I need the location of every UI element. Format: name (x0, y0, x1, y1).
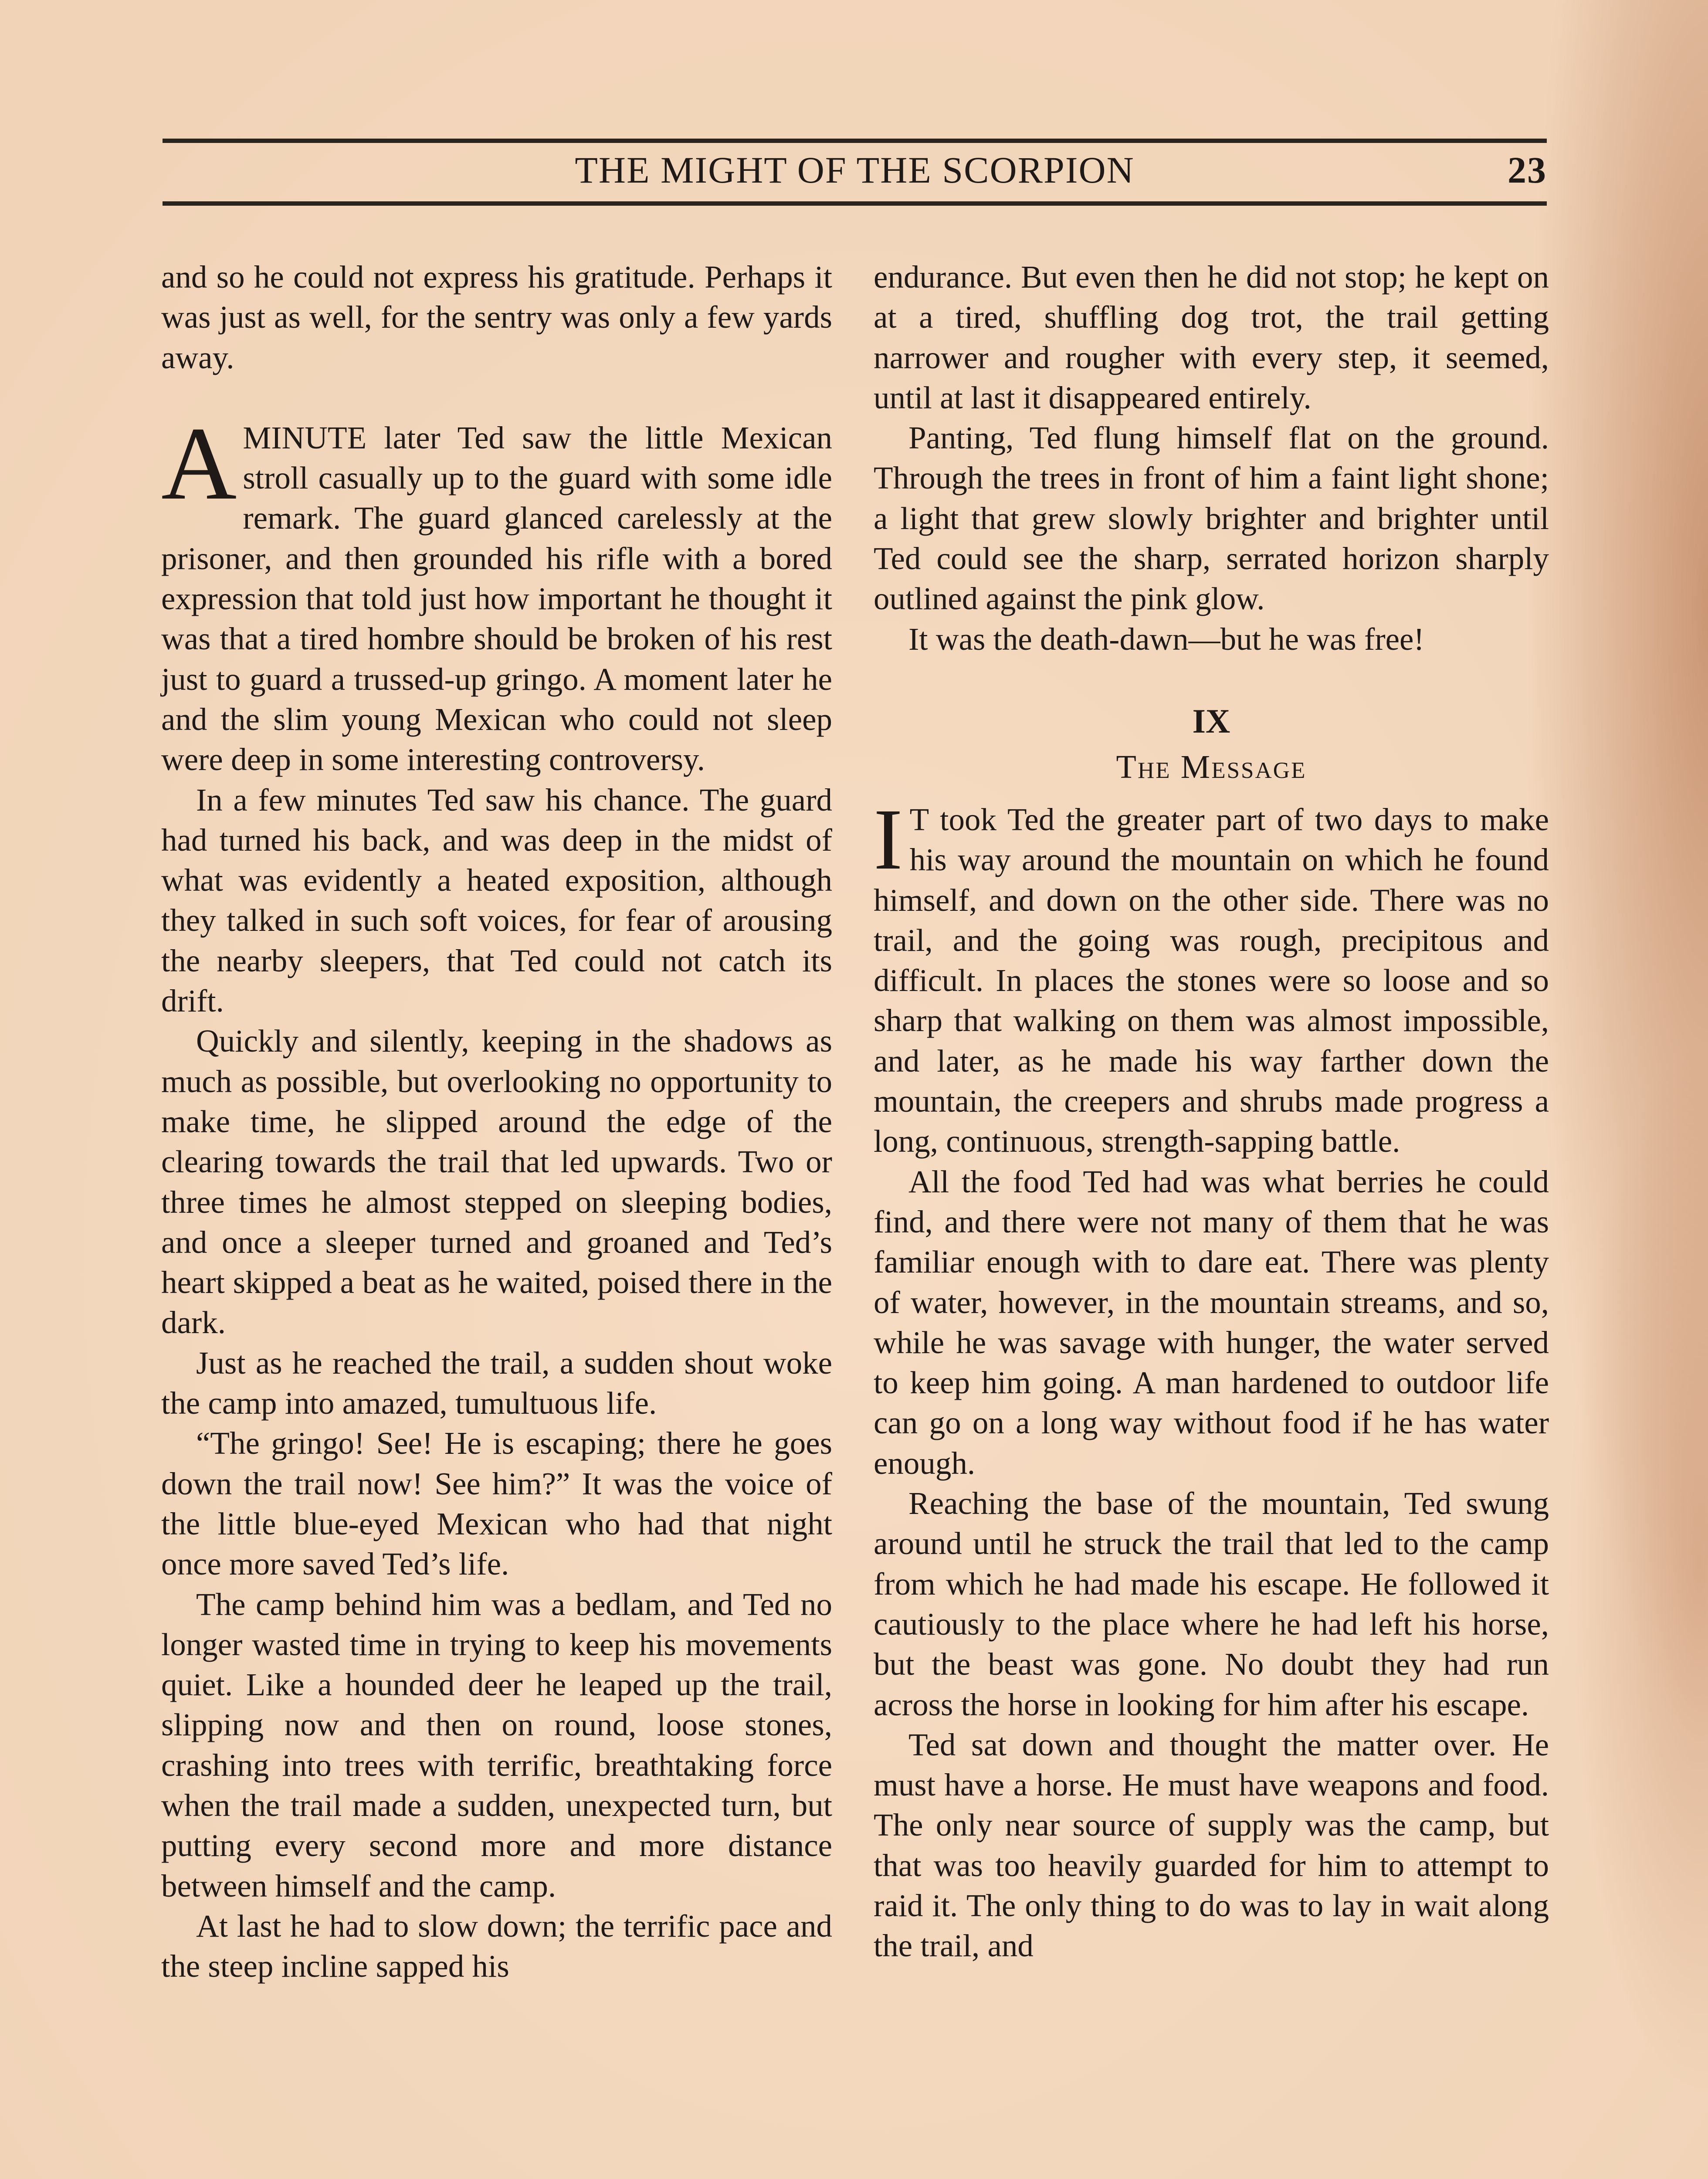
left-paragraph-3: In a few minutes Ted saw his chance. The guard had turned his back, and was deep in the midst of what was evidently a heated exposition, although they talked in such soft voices, for fear of arousing the nearby sleepers, that Ted could not catch its drift. (161, 782, 832, 1019)
left-paragraph-6: “The gringo! See! He is escaping; there he goes down the trail now! See him?” It was the voice of the little blue-eyed Mexican who had that night once more saved Ted’s life. (161, 1426, 832, 1582)
page-number: 23 (1508, 149, 1547, 191)
left-paragraph-8: At last he had to slow down; the terrific pace and the steep incline sapped his (161, 1908, 832, 1984)
left-paragraph-4: Quickly and silently, keeping in the shadows as much as possible, but overlooking no opportunity to make time, he slipped around the edge of the clearing towards the trail that led upwards. Two or three times he almost stepped on sleeping bodies, and once a sleeper turned and groaned and Ted’s heart skipped a beat as he waited, poised there in the dark. (161, 1023, 832, 1341)
right-paragraph-4 (874, 791, 1549, 1162)
chapter-number: IX (1192, 702, 1230, 740)
right-column (874, 257, 1549, 2179)
header-rule-bottom (163, 201, 1547, 206)
left-paragraph-2-text: MINUTE later Ted saw the little Mexican stroll casually up to the guard with some idle remark. The guard glanced carelessly at the prisoner, and then grounded his rifle with a bored expression that told just how important he thought it was that a tired hombre should be broken of his rest just to guard a trussed-up gringo. A moment later he and the slim young Mexican who could not sleep were deep in some interesting controversy. (161, 420, 832, 777)
chapter-title: The Message (1116, 748, 1307, 785)
right-paragraph-4-text: T took Ted the greater part of two days to make his way around the mountain on which he found himself, and down on the other side. There was no trail, and the going was rough, precipitous and difficult. In places the stones were so loose and so sharp that walking on them was almost impossible, and later, as he made his way farther down the mountain, the creepers and shrubs made progress a long, continuous, strength-sapping battle. (874, 801, 1549, 1159)
right-paragraph-1: endurance. But even then he did not stop; he kept on at a tired, shuffling dog trot, the trail getting narrower and rougher with every step, it seemed, until at last it disappeared entirely. (874, 259, 1549, 415)
left-column (161, 257, 832, 2179)
right-paragraph-7: Ted sat down and thought the matter over. He must have a horse. He must have weapons and food. The only near source of supply was the camp, but that was too heavily guarded for him to attempt to raid it. The only thing to do was to lay in wait along the trail, and (874, 1727, 1549, 1964)
right-paragraph-6: Reaching the base of the mountain, Ted swung around until he struck the trail that led to the camp from which he had made his escape. He followed it cautiously to the place where he had left his horse, but the beast was gone. No doubt they had run across the horse in looking for him after his escape. (874, 1486, 1549, 1722)
header-rule-top (163, 139, 1547, 143)
drop-cap-i: I (874, 791, 903, 888)
left-paragraph-2 (161, 405, 832, 780)
right-paragraph-3: It was the death-dawn—but he was free! (908, 621, 1424, 657)
right-paragraph-5: All the food Ted had was what berries he could find, and there were not many of them that he was familiar enough with to dare eat. There was plenty of water, however, in the mountain streams, and so, while he was savage with hunger, the water served to keep him going. A man hardened to outdoor life can go on a long way without food if he has water enough. (874, 1164, 1549, 1481)
running-title: THE MIGHT OF THE SCORPION (575, 149, 1135, 191)
drop-cap-a: A (161, 405, 237, 521)
right-paragraph-2: Panting, Ted flung himself flat on the ground. Through the trees in front of him a faint light shone; a light that grew slowly brighter and brighter until Ted could see the sharp, serrated horizon sharply outlined against the pink glow. (874, 420, 1549, 617)
left-paragraph-5: Just as he reached the trail, a sudden shout woke the camp into amazed, tumultuous life. (161, 1345, 832, 1421)
running-head (163, 148, 1547, 196)
left-paragraph-1: and so he could not express his gratitude. Perhaps it was just as well, for the sentry was only a few yards away. (161, 259, 832, 375)
left-paragraph-7: The camp behind him was a bedlam, and Ted no longer wasted time in trying to keep his movements quiet. Like a hounded deer he leaped up the trail, slipping now and then on round, loose stones, crashing into trees with terrific, breathtaking force when the trail made a sudden, unexpected turn, but putting every second more and more distance between himself and the camp. (161, 1586, 832, 1904)
